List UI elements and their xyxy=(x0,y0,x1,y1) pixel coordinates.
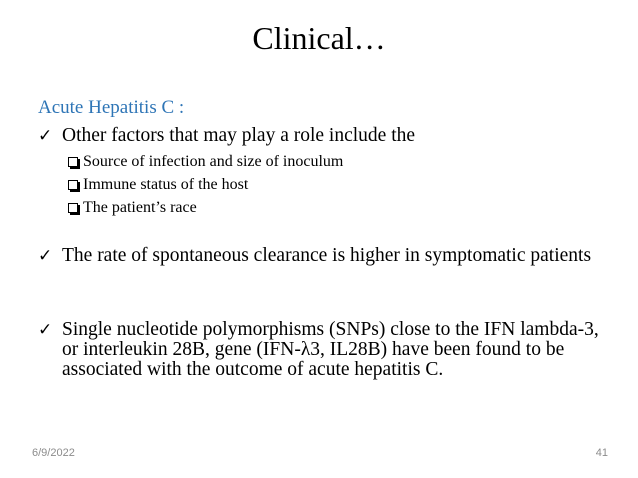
slide-subtitle: Acute Hepatitis C : xyxy=(38,97,185,118)
checkbox-square-icon xyxy=(68,203,78,213)
checkbox-square-icon xyxy=(68,180,78,190)
checkbox-square-icon xyxy=(68,157,78,167)
checkmark-icon: ✓ xyxy=(38,126,53,146)
checkmark-icon: ✓ xyxy=(38,320,53,340)
sub-item-text: The patient’s race xyxy=(83,199,197,216)
footer-date: 6/9/2022 xyxy=(32,447,75,459)
checkmark-icon: ✓ xyxy=(38,246,53,266)
bullet-text: Other factors that may play a role include the xyxy=(62,125,416,146)
sub-item-text: Source of infection and size of inoculum xyxy=(83,153,344,170)
bullet-text: The rate of spontaneous clearance is higher in symptomatic patients xyxy=(62,245,592,266)
page-number: 41 xyxy=(595,447,608,459)
bullet-text: Single nucleotide polymorphisms (SNPs) close to the IFN lambda-3, or interleukin 28B, gene (IFN-λ3, IL28B) have been found to be associated with the outcome of acute hepatitis C. xyxy=(62,319,599,380)
slide-title: Clinical… xyxy=(252,20,386,56)
sub-item-text: Immune status of the host xyxy=(83,176,249,193)
